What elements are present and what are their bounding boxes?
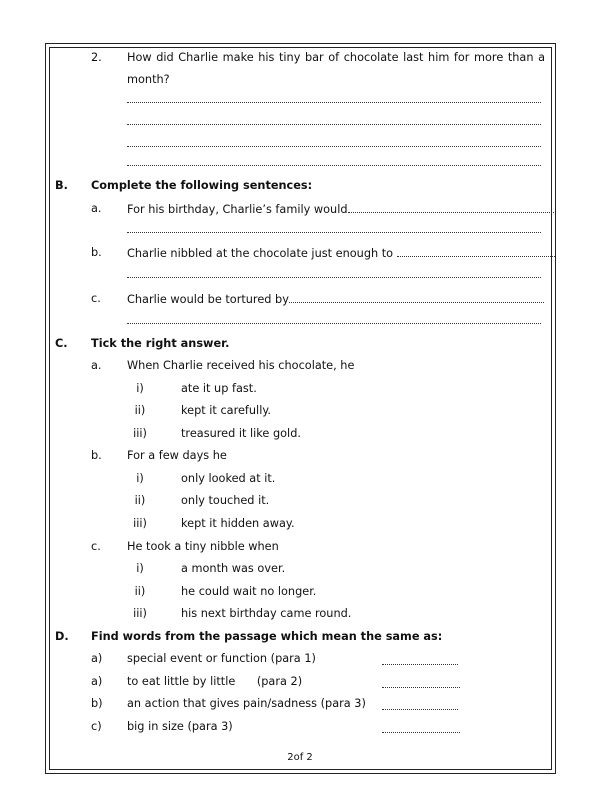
section-letter-b: B. (55, 179, 68, 192)
section-d-title: Find words from the passage which mean the same as: (91, 630, 443, 643)
option-number: ii) (134, 585, 146, 598)
item-letter: a) (91, 675, 103, 688)
item-letter: c. (91, 292, 101, 305)
option-number: iii) (133, 607, 147, 620)
option-text[interactable]: kept it carefully. (181, 404, 271, 417)
option-number: i) (136, 472, 144, 485)
answer-blank[interactable] (382, 677, 460, 688)
option-text[interactable]: his next birthday came round. (181, 607, 352, 620)
word-clue: an action that gives pain/sadness (para 3) (127, 697, 366, 710)
option-number: ii) (134, 404, 146, 417)
option-text[interactable]: kept it hidden away. (181, 517, 295, 530)
page-number: 2of 2 (287, 752, 313, 763)
option-text[interactable]: a month was over. (181, 562, 286, 575)
sentence-stem: Charlie would be tortured by (127, 292, 544, 307)
answer-line[interactable] (127, 163, 541, 166)
sentence-stem: For his birthday, Charlie’s family would (127, 202, 554, 217)
option-text[interactable]: he could wait no longer. (181, 585, 317, 598)
answer-line[interactable] (127, 230, 541, 233)
item-letter: c) (91, 720, 102, 733)
answer-blank[interactable] (382, 699, 458, 710)
question-number: 2. (91, 51, 102, 64)
word-clue: big in size (para 3) (127, 720, 233, 733)
item-letter: b. (91, 246, 102, 259)
section-letter-c: C. (55, 337, 68, 350)
option-number: i) (136, 562, 144, 575)
question-stem: He took a tiny nibble when (127, 540, 279, 553)
question-text-line1: How did Charlie make his tiny bar of chocolate last him for more than a (127, 51, 545, 64)
option-text[interactable]: ate it up fast. (181, 382, 257, 395)
answer-line[interactable] (127, 122, 541, 125)
item-letter: a) (91, 652, 103, 665)
answer-line[interactable] (127, 275, 541, 278)
option-text[interactable]: only looked at it. (181, 472, 276, 485)
word-clue: to eat little by little (para 2) (127, 675, 303, 688)
answer-blank[interactable] (289, 292, 544, 303)
item-letter: b) (91, 697, 103, 710)
item-letter: a. (91, 359, 102, 372)
option-text[interactable]: treasured it like gold. (181, 427, 301, 440)
option-text[interactable]: only touched it. (181, 494, 270, 507)
item-letter: a. (91, 202, 102, 215)
answer-line[interactable] (127, 144, 541, 147)
option-number: iii) (133, 427, 147, 440)
option-number: i) (136, 382, 144, 395)
sentence-stem: Charlie nibbled at the chocolate just enough to (127, 246, 555, 261)
answer-blank[interactable] (382, 722, 460, 733)
option-number: iii) (133, 517, 147, 530)
section-b-title: Complete the following sentences: (91, 179, 313, 192)
option-number: ii) (134, 494, 146, 507)
answer-blank[interactable] (348, 202, 554, 213)
item-letter: b. (91, 449, 102, 462)
question-stem: For a few days he (127, 449, 227, 462)
item-letter: c. (91, 540, 101, 553)
word-clue: special event or function (para 1) (127, 652, 316, 665)
section-letter-d: D. (55, 630, 69, 643)
answer-line[interactable] (127, 100, 541, 103)
question-text-line2: month? (127, 73, 170, 86)
answer-blank[interactable] (397, 246, 555, 257)
answer-line[interactable] (127, 321, 541, 324)
answer-blank[interactable] (382, 654, 458, 665)
section-c-title: Tick the right answer. (91, 337, 230, 350)
question-stem: When Charlie received his chocolate, he (127, 359, 355, 372)
